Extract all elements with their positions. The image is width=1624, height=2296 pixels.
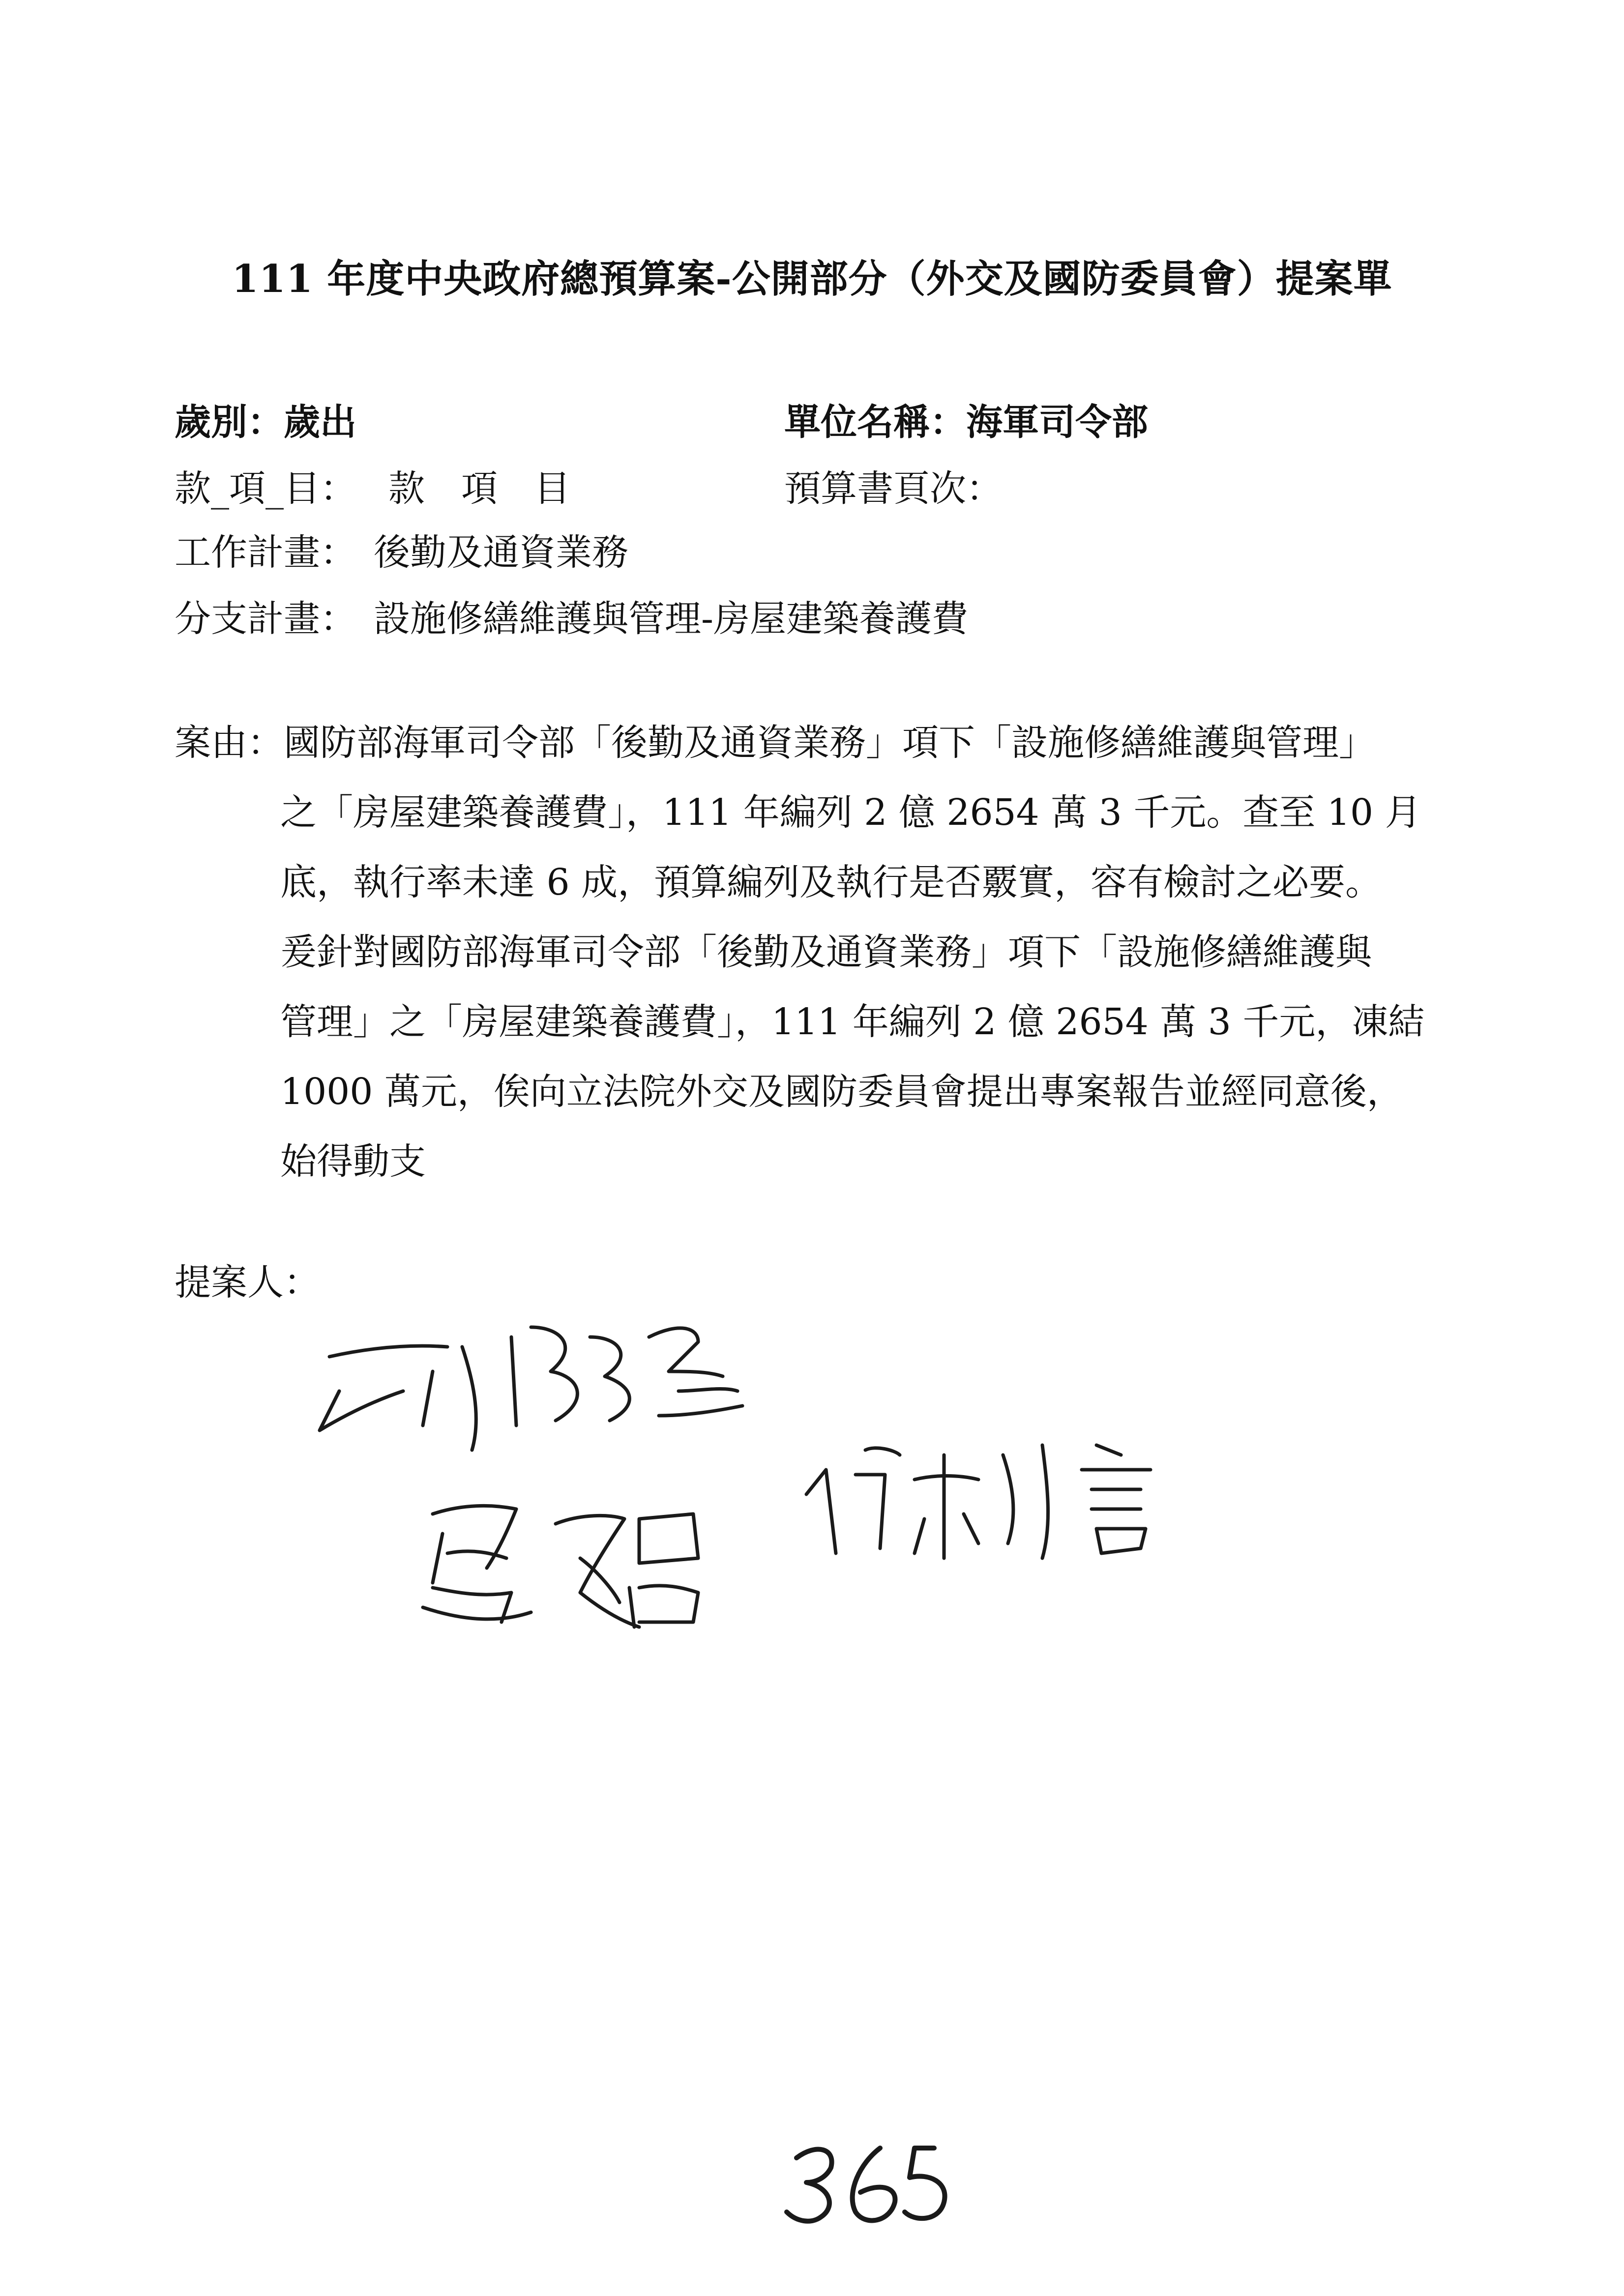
handwritten-page-number [787, 2148, 945, 2221]
work-plan-label: 工作計畫： [175, 531, 356, 574]
branch-plan-value: 設施修繕維護與管理-房屋建築養護費 [374, 598, 969, 640]
branch-plan-label: 分支計畫： [175, 598, 356, 640]
case-line: 始得動支 [280, 1140, 426, 1183]
case-line: 爰針對國防部海軍司令部「後勤及通資業務」項下「設施修繕維護與 [280, 931, 1372, 973]
signature-1 [320, 1327, 742, 1450]
proposer-label: 提案人： [175, 1261, 320, 1304]
case-lead-label: 案由： [175, 722, 284, 764]
case-line: 國防部海軍司令部「後勤及通資業務」項下「設施修繕維護與管理」 [284, 722, 1375, 764]
item-value: 款 項 目 [388, 467, 570, 510]
page-number-text: 365 [836, 2208, 846, 2213]
item-label: 款_項_目： [175, 467, 356, 510]
budget-page-label: 預算書頁次： [784, 467, 1003, 510]
case-line: 管理」之「房屋建築養護費」，111 年編列 2 億 2654 萬 3 千元，凍結 [280, 1001, 1425, 1043]
case-description [175, 708, 1463, 1196]
signature-3 [423, 1506, 698, 1627]
work-plan-value: 後勤及通資業務 [374, 531, 628, 574]
case-line: 底，執行率未達 6 成，預算編列及執行是否覈實，容有檢討之必要。 [280, 861, 1382, 903]
signature-2 [806, 1445, 1151, 1558]
case-line: 之「房屋建築養護費」，111 年編列 2 億 2654 萬 3 千元。查至 10 月 [280, 791, 1421, 834]
case-line: 1000 萬元，俟向立法院外交及國防委員會提出專案報告並經同意後， [280, 1071, 1403, 1113]
page-title: 111 年度中央政府總預算案-公開部分（外交及國防委員會）提案單 [232, 257, 1392, 301]
unit-name-field: 單位名稱：海軍司令部 [784, 401, 1148, 443]
category-field: 歲別：歲出 [175, 401, 356, 443]
